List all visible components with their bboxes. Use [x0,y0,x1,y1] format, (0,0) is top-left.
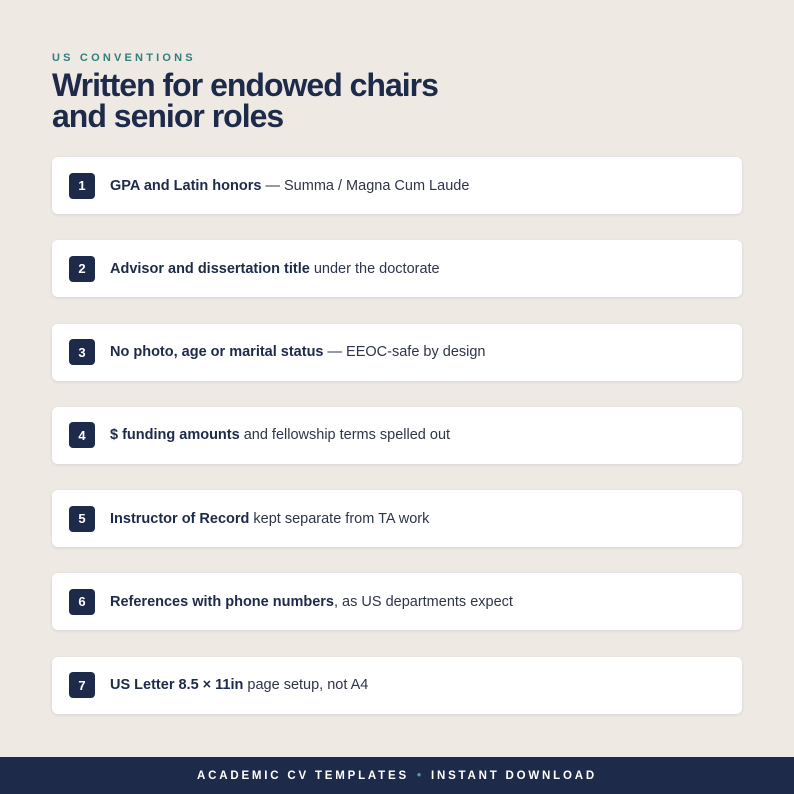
item-rest-text: page setup, not A4 [243,677,369,694]
item-number-badge: 4 [69,422,95,448]
item-number-badge: 2 [69,256,95,282]
item-bold-text: References with phone numbers [110,593,334,610]
item-text [110,594,513,610]
page-title-line-1: Written for endowed chairs [52,67,438,103]
item-text [110,178,469,194]
item-bold-text: Advisor and dissertation title [110,260,310,277]
item-number-badge: 3 [69,339,95,365]
item-number-badge: 5 [69,506,95,532]
feature-list [52,157,742,740]
item-bold-text: US Letter 8.5 × 11in [110,677,244,694]
item-rest-text: and fellowship terms spelled out [239,427,451,444]
item-rest-text: , as US departments expect [334,593,513,610]
list-item [52,407,742,464]
item-bold-text: No photo, age or marital status [110,344,324,361]
list-item [52,573,742,630]
list-item [52,657,742,714]
item-number-badge: 6 [69,589,95,615]
item-bold-text: GPA and Latin honors [110,177,262,194]
item-text [110,261,440,277]
item-number-badge: 1 [69,173,95,199]
item-text [110,511,429,527]
list-item [52,490,742,547]
list-item [52,157,742,214]
item-rest-text: — EEOC-safe by design [323,344,486,361]
page-title [52,67,438,134]
item-bold-text: $ funding amounts [110,427,240,444]
item-number-badge: 7 [69,672,95,698]
eyebrow-label: US CONVENTIONS [52,52,196,64]
item-bold-text: Instructor of Record [110,510,250,527]
list-item [52,324,742,381]
list-item [52,240,742,297]
item-text [110,427,450,443]
item-rest-text: kept separate from TA work [249,510,430,527]
page-title-line-2: and senior roles [52,98,284,134]
item-rest-text: — Summa / Magna Cum Laude [261,177,470,194]
footer-left-text: ACADEMIC CV TEMPLATES [197,769,409,782]
item-text [110,344,486,360]
item-text [110,677,368,693]
footer-separator-dot: • [416,769,421,782]
item-rest-text: under the doctorate [309,260,440,277]
footer-bar [0,757,794,794]
footer-right-text: INSTANT DOWNLOAD [430,769,597,782]
